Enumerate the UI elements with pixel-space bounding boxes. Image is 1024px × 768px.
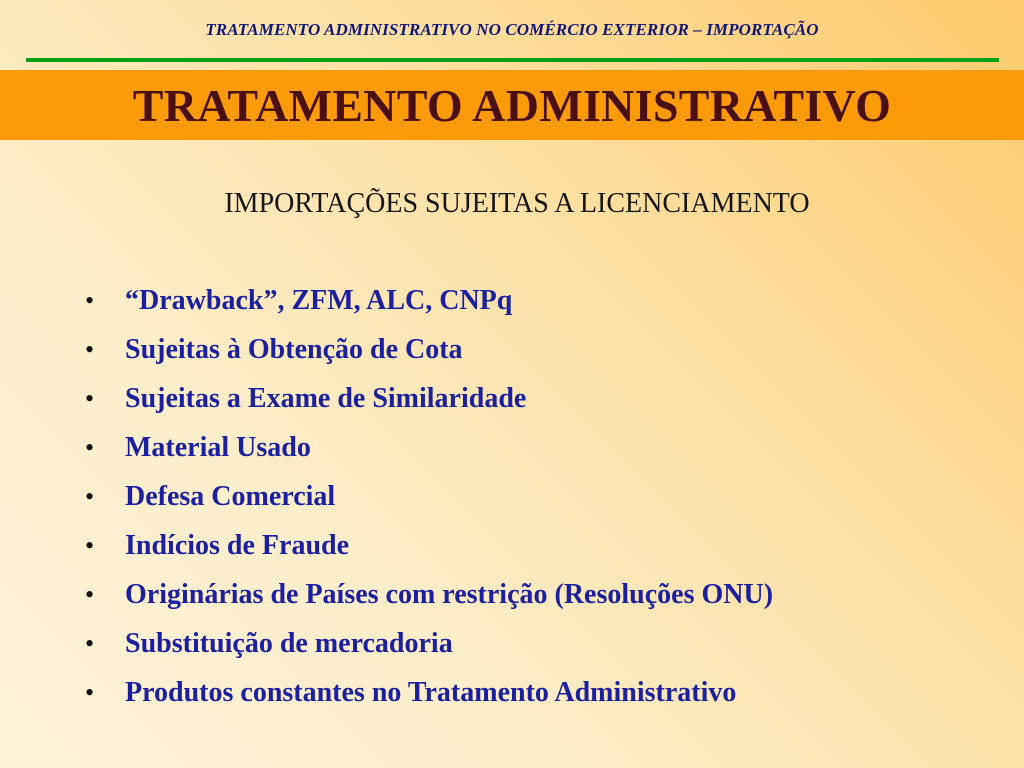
bullet-icon: • — [85, 433, 95, 462]
list-item-label: Produtos constantes no Tratamento Administrativo — [125, 677, 737, 708]
slide-title: TRATAMENTO ADMINISTRATIVO — [132, 80, 892, 131]
list-item-label: Originárias de Países com restrição (Resoluções ONU) — [125, 579, 774, 610]
bullet-icon: • — [85, 580, 95, 609]
bullet-icon: • — [85, 629, 95, 658]
list-item-label: Sujeitas a Exame de Similaridade — [125, 383, 527, 414]
list-item-label: Material Usado — [125, 432, 311, 463]
slide-subtitle: IMPORTAÇÕES SUJEITAS A LICENCIAMENTO — [224, 188, 810, 219]
list-item-label: “Drawback”, ZFM, ALC, CNPq — [125, 285, 513, 316]
bullet-icon: • — [85, 335, 95, 364]
slide-header: TRATAMENTO ADMINISTRATIVO NO COMÉRCIO EXTERIOR – IMPORTAÇÃO — [205, 20, 819, 39]
header-divider — [26, 58, 999, 62]
bullet-icon: • — [85, 482, 95, 511]
list-item-label: Indícios de Fraude — [125, 530, 350, 561]
list-item-label: Defesa Comercial — [125, 481, 336, 512]
bullet-icon: • — [85, 384, 95, 413]
bullet-icon: • — [85, 678, 95, 707]
list-item-label: Substituição de mercadoria — [125, 628, 453, 659]
list-item-label: Sujeitas à Obtenção de Cota — [125, 334, 463, 365]
bullet-icon: • — [85, 286, 95, 315]
bullet-icon: • — [85, 531, 95, 560]
